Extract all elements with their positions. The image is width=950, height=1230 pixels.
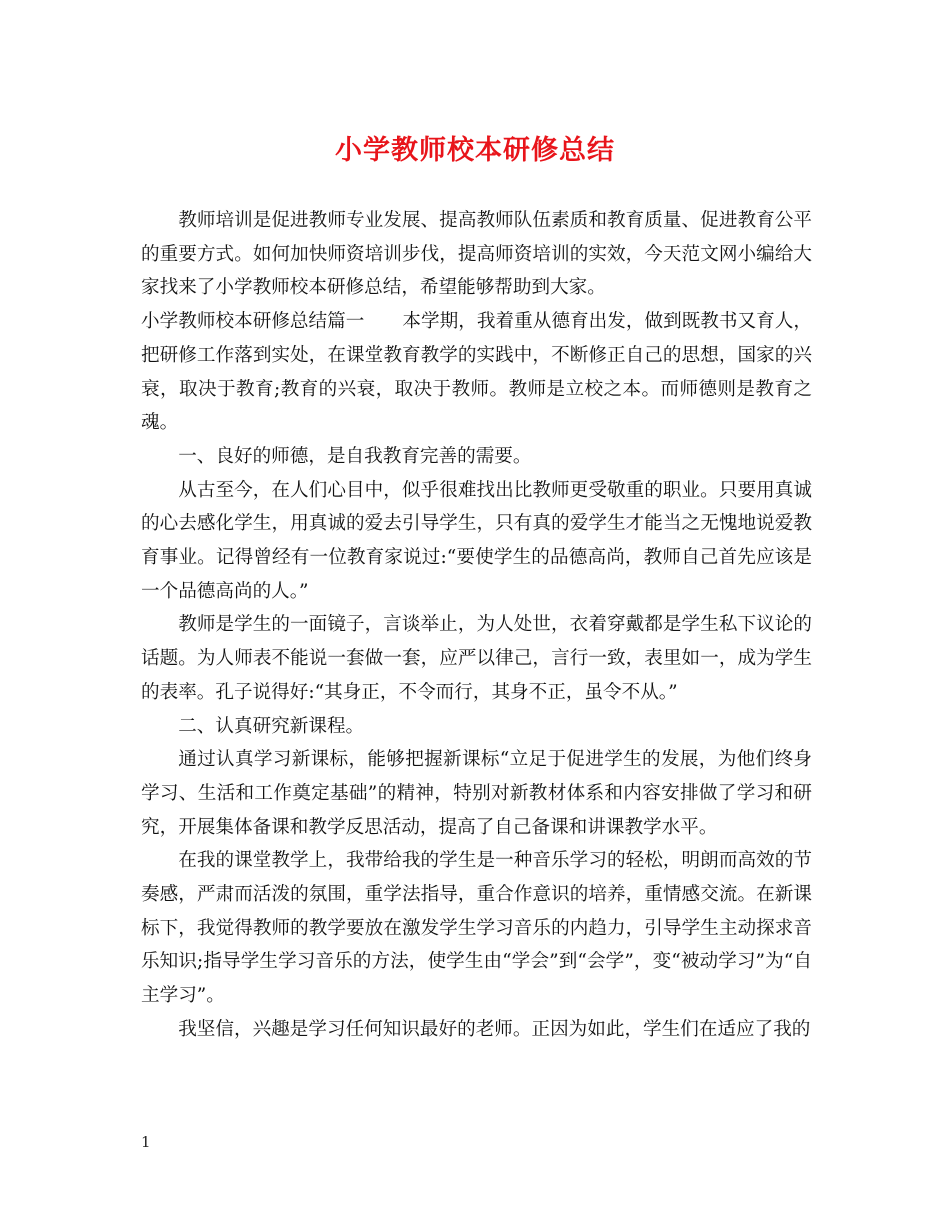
paragraph-intro: 教师培训是促进教师专业发展、提高教师队伍素质和教育质量、促进教育公平的重要方式。如何加快师资培训步伐，提高师资培训的实效，今天范文网小编给大家找来了小学教师校本研修总结，希望能够帮助到大家。 [141,210,812,299]
paragraph-interest: 我坚信，兴趣是学习任何知识最好的老师。正因为如此，学生们在适应了我的 [178,1018,811,1040]
paragraph-point-one: 一、良好的师德，是自我教育完善的需要。 [178,445,532,467]
paragraph-classroom: 在我的课堂教学上，我带给我的学生是一种音乐学习的轻松，明朗而高效的节奏感，严肃而活泼的氛围，重学法指导，重合作意识的培养，重情感交流。在新课标下，我觉得教师的教学要放在激发学生学习音乐的内趋力，引导学生主动探求音乐知识;指导学生学习音乐的方法，使学生由“学会”到“会学”，变“被动学习”为“自主学习”。 [141,850,812,1007]
paragraph-section-one [141,305,812,440]
paragraph-mirror: 教师是学生的一面镜子，言谈举止，为人处世，衣着穿戴都是学生私下议论的话题。为人师表不能说一套做一套，应严以律己，言行一致，表里如一，成为学生的表率。孔子说得好:“其身正，不令而行，其身不正，虽令不从。” [141,614,812,703]
paragraph-respect: 从古至今，在人们心目中，似乎很难找出比教师更受敬重的职业。只要用真诚的心去感化学生，用真诚的爱去引导学生，只有真的爱学生才能当之无愧地说爱教育事业。记得曾经有一位教育家说过:“要使学生的品德高尚，教师自己首先应该是一个品德高尚的人。” [141,479,812,602]
paragraph-curriculum: 通过认真学习新课标，能够把握新课标“立足于促进学生的发展，为他们终身学习、生活和工作奠定基础”的精神，特别对新教材体系和内容安排做了学习和研究，开展集体备课和教学反思活动，提高了自己备课和讲课教学水平。 [141,749,812,838]
paragraph-point-two: 二、认真研究新课程。 [178,715,365,737]
page-number: 1 [141,1133,151,1151]
section-text: 本学期，我着重从德育出发，做到既教书又育人，把研修工作落到实处，在课堂教育教学的实践中，不断修正自己的思想，国家的兴衰，取决于教育;教育的兴衰，取决于教师。教师是立校之本。而师德则是教育之魂。 [141,311,812,434]
document-body [141,204,812,1047]
section-heading: 小学教师校本研修总结篇一 [141,311,365,333]
document-title: 小学教师校本研修总结 [335,135,615,166]
